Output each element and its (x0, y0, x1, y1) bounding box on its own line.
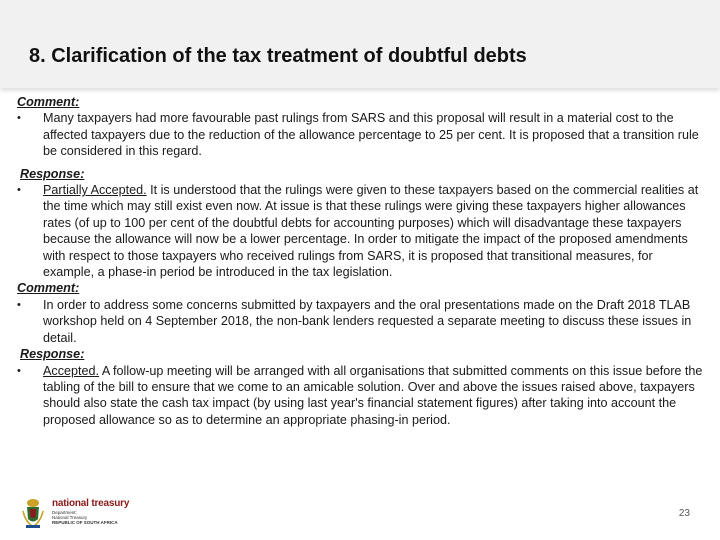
comment-heading-2: Comment: (17, 281, 80, 296)
response-text-2: A follow-up meeting will be arranged with all organisations that submitted comments on this issue before the tabling of the bill to ensure that we come to an amicable solution. Over and above the issues raised above, taxpayers should also state the cash tax impact (by using last year's financial statement figures) after taking into account the proposed allowance so as to determine an appropriate phasing-in period. (43, 363, 703, 427)
coat-of-arms-icon (20, 497, 46, 529)
response-status-1: Partially Accepted. (43, 183, 147, 198)
bullet-icon: • (17, 364, 21, 377)
comment-bullet-1 (17, 110, 707, 159)
response-bullet-2 (17, 363, 707, 429)
comment-text-1: Many taxpayers had more favourable past rulings from SARS and this proposal will result in a material cost to the affected taxpayers due to the reduction of the allowance percentage to 25 per cent. It is proposed that a transition rule be considered in this regard. (43, 111, 699, 159)
comment-heading-1: Comment: (17, 95, 80, 109)
response-status-2: Accepted. (43, 363, 100, 378)
page-number: 23 (678, 508, 690, 519)
logo-line-treasury: National Treasury (52, 515, 88, 520)
national-treasury-logo (20, 495, 160, 531)
bullet-icon: • (17, 112, 21, 125)
response-bullet-1 (17, 182, 707, 280)
comment-bullet-2 (17, 297, 707, 346)
response-heading-2: Response: (20, 347, 85, 362)
logo-line-republic: REPUBLIC OF SOUTH AFRICA (52, 520, 118, 525)
logo-name: national treasury (52, 498, 130, 509)
title-bar (0, 0, 720, 88)
comment-text-2: In order to address some concerns submitted by taxpayers and the oral presentations made on the Draft 2018 TLAB workshop held on 4 September 2018, the non-bank lenders requested a separate meeting to discuss these issues in detail. (43, 297, 692, 345)
response-heading-1: Response: (20, 166, 85, 181)
slide-title: 8. Clarification of the tax treatment of doubtful debts (29, 45, 527, 67)
bullet-icon: • (17, 184, 21, 197)
slide-content (17, 94, 707, 428)
response-text-1: It is understood that the rulings were given to these taxpayers based on the commercial realities at the time which may still exist even now. At issue is that these rulings were giving these taxpayers higher allowances rates (of up to 100 per cent of the doubtful debts for accounting purposes) which will disadvantage these taxpayers because the allowance will now be a lower percentage. In order to mitigate the impact of the proposed amendments with respect to those taxpayers who received rulings from SARS, it is proposed that transitional measures, for example, a phase-in period be introduced in the tax legislation. (43, 183, 699, 280)
bullet-icon: • (17, 298, 21, 311)
logo-line-department: Department: (52, 510, 77, 515)
